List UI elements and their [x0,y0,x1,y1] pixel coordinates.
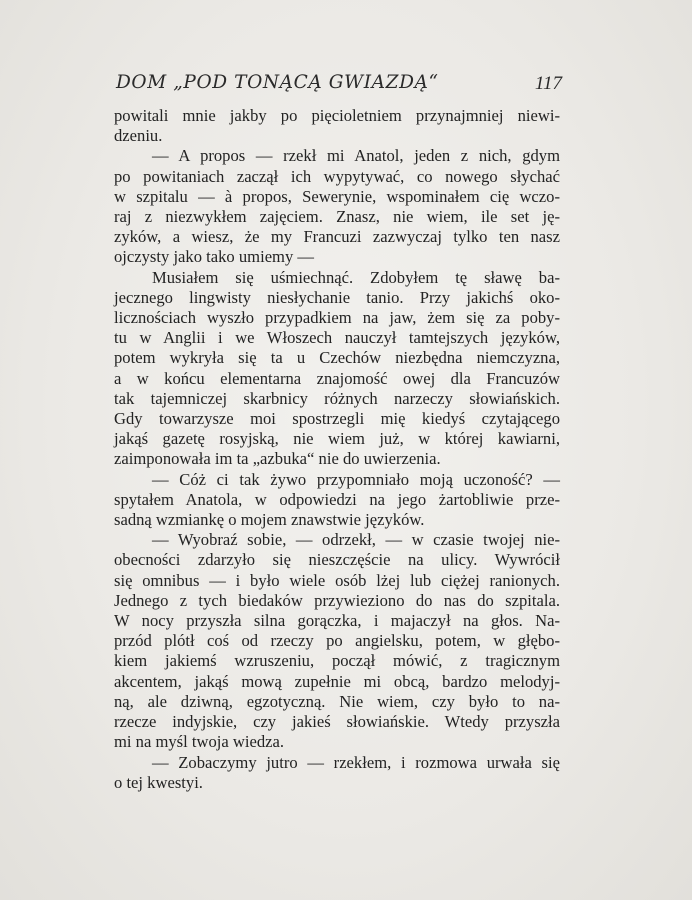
text-line: kiem jakiemś wzruszeniu, począł mówić, z tragicznym [114,651,560,671]
running-head [116,72,562,102]
text-line: Musiałem się uśmiechnąć. Zdobyłem tę sławę ba- [152,267,560,287]
text-line: tu w Anglii i we Włoszech nauczył tamtejszych języków, [114,328,560,348]
text-line: — A propos — rzekł mi Anatol, jeden z nich, gdym [152,146,560,166]
text-line: zaimponowała im ta „azbuka“ nie do uwierzenia. [114,449,441,469]
text-line: Jednego z tych biedaków przywieziono do nas do szpitala. [114,590,560,610]
text-line: ojczysty jako tako umiemy — [114,247,315,267]
text-line: o tej kwestyi. [114,772,203,792]
text-line: przód plótł coś od rzeczy po angielsku, potem, w głębo- [114,631,560,651]
text-line: obecności zdarzyło się nieszczęście na ulicy. Wywrócił [114,550,560,570]
text-line: a w końcu elementarna znajomość owej dla Francuzów [114,368,560,388]
text-line: — Cóż ci tak żywo przypomniało moją uczoność? — [152,469,560,489]
text-line: licznościach wyszło przypadkiem na jaw, żem się za poby- [114,308,560,328]
text-line: Gdy towarzysze moi spostrzegli mię kiedyś czytającego [114,409,560,429]
text-line: jecznego lingwisty niesłychanie tanio. Przy jakichś oko- [114,287,560,307]
text-line: — Wyobraź sobie, — odrzekł, — w czasie twojej nie- [152,530,560,550]
text-line: powitali mnie jakby po pięcioletniem przynajmniej niewi- [114,106,560,125]
text-line: potem wykryła się ta u Czechów niezbędna niemczyzna, [114,348,560,368]
text-line: raj z niezwykłem zajęciem. Znasz, nie wiem, ile set ję- [114,207,560,227]
text-line: ną, ale dziwną, egzotyczną. Nie wiem, czy było to na- [114,691,560,711]
text-line: zyków, a wiesz, że my Francuzi zazwyczaj tylko ten nasz [114,227,560,247]
text-line: — Zobaczymy jutro — rzekłem, i rozmowa urwała się [152,752,560,772]
text-line: jakąś gazetę rosyjską, nie wiem już, w której kawiarni, [114,429,560,449]
text-line: tak tajemniczej skarbnicy różnych narzeczy słowiańskich. [114,388,560,408]
text-line: spytałem Anatola, w odpowiedzi na jego żartobliwie prze- [114,489,560,509]
text-line: się omnibus — i było wiele osób lżej lub ciężej ranionych. [114,570,560,590]
running-title: DOM „POD TONĄCĄ GWIAZDĄ“ [116,72,439,93]
text-line: mi na myśl twoja wiedza. [114,732,285,752]
text-line: W nocy przyszła silna gorączka, i majaczył na głos. Na- [114,611,560,631]
text-line: akcentem, jakąś mową zupełnie mi obcą, bardzo melodyj- [114,671,560,691]
text-line: rzecze indyjskie, czy jakieś słowiańskie. Wtedy przyszła [114,712,560,732]
body-text [114,106,560,793]
text-line: dzeniu. [114,126,163,146]
text-line: sadną wzmiankę o mojem znawstwie języków. [114,510,425,530]
page-number: 117 [534,73,562,94]
text-line: po powitaniach zaczął ich wypytywać, co nowego słychać [114,166,560,186]
text-line: w szpitalu — à propos, Sewerynie, wspominałem cię wczo- [114,186,560,206]
